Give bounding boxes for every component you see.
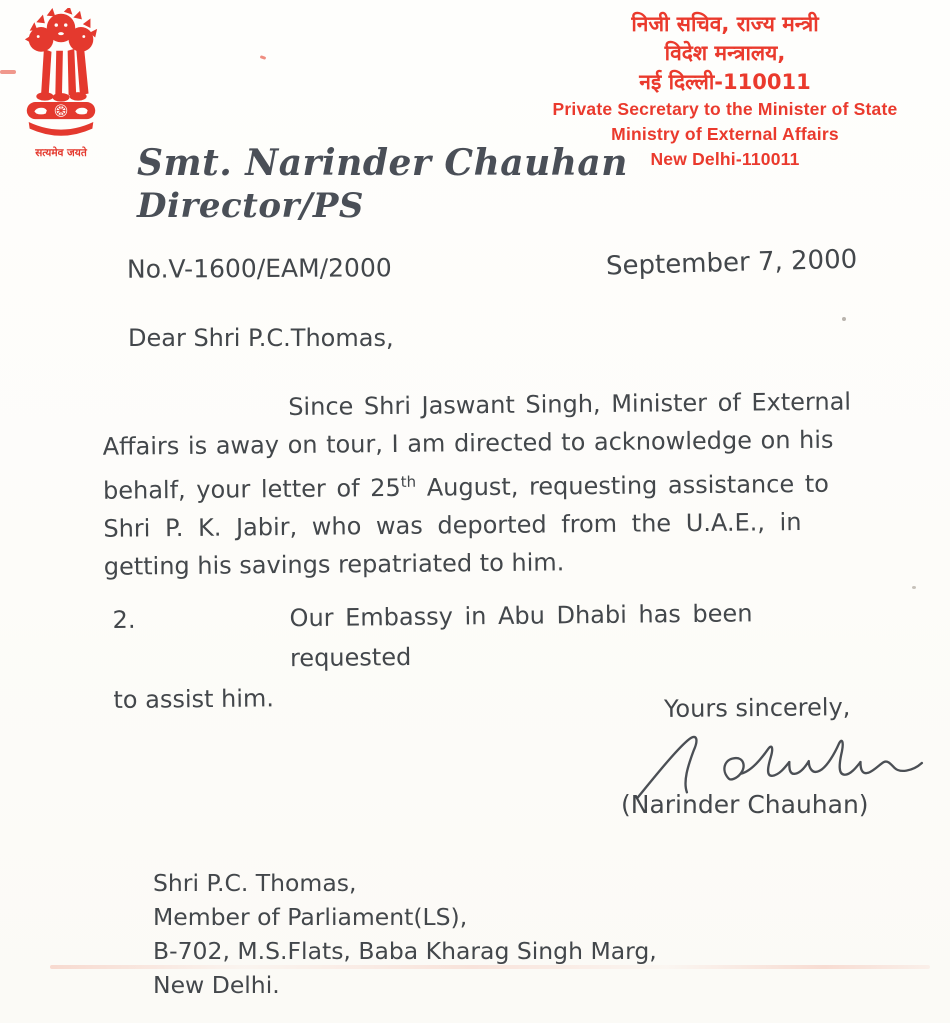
recipient-line: Member of Parliament(LS),: [153, 903, 468, 931]
body-line: [103, 458, 881, 509]
body-line: Our Embassy in Abu Dhabi has been requested: [289, 599, 753, 673]
body-line: getting his savings repatriated to him.: [103, 548, 565, 581]
body-line: to assist him.: [113, 684, 275, 715]
signatory-name: (Narinder Chauhan): [621, 790, 869, 819]
ordinal-superscript: th: [400, 472, 417, 491]
letterhead-english-line: Private Secretary to the Minister of State: [552, 99, 898, 119]
body-line: Shri P. K. Jabir, who was deported from the U.A.E., in: [103, 508, 802, 543]
letterhead-hindi-line: विदेश मन्त्रालय,: [664, 41, 786, 65]
officer-designation: Director/PS: [137, 186, 364, 226]
letterhead-english-line: New Delhi-110011: [650, 149, 800, 169]
body-line: Since Shri Jaswant Singh, Minister of External: [288, 387, 852, 421]
scan-artifact-red-dot: [260, 55, 267, 60]
valediction: Yours sincerely,: [663, 693, 851, 723]
body-line-text: August, requesting assistance to: [415, 469, 829, 502]
salutation: Dear Shri P.C.Thomas,: [128, 324, 394, 352]
recipient-address: [153, 866, 657, 1002]
body-line: Affairs is away on tour, I am directed to acknowledge on his: [102, 425, 834, 461]
letterhead-hindi-line: नई दिल्ली-110011: [639, 70, 811, 94]
recipient-line: New Delhi.: [153, 971, 280, 999]
letterhead-hindi-line: निजी सचिव, राज्य मन्त्री: [631, 12, 819, 36]
recipient-line: B-702, M.S.Flats, Baba Kharag Singh Marg,: [153, 937, 657, 965]
scan-artifact-dot: [842, 317, 846, 321]
letterhead-english-line: Ministry of External Affairs: [611, 124, 839, 144]
officer-name: Smt. Narinder Chauhan: [137, 142, 628, 184]
scan-artifact-dot: [912, 586, 916, 589]
paragraph-number: 2.: [112, 605, 136, 635]
recipient-line: Shri P.C. Thomas,: [153, 869, 357, 897]
letter-date: September 7, 2000: [605, 244, 858, 282]
body-paragraph-1: [102, 382, 882, 585]
national-emblem-icon: [18, 8, 104, 160]
officer-identity-block: [137, 140, 628, 226]
emblem-motto: सत्यमेव जयते: [35, 147, 87, 160]
reference-number: No.V-1600/EAM/2000: [126, 253, 392, 284]
body-line-text: behalf, your letter of 25: [102, 473, 401, 505]
scan-artifact-red-edge: [0, 70, 16, 74]
